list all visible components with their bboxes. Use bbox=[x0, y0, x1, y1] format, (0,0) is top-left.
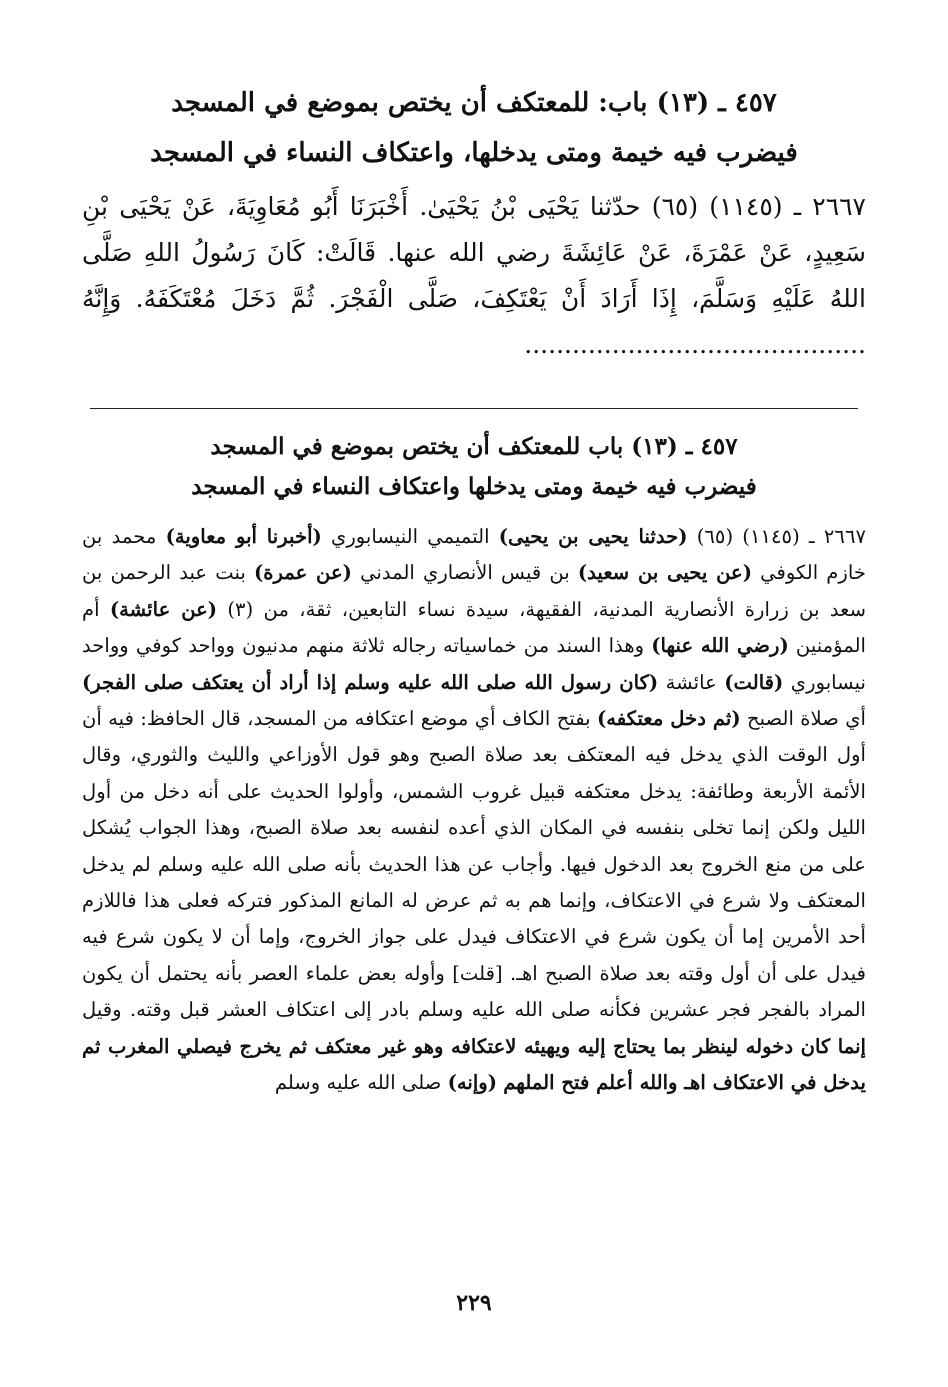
commentary-segment: بفتح الكاف أي موضع اعتكافه من المسجد، قال الحافظ: فيه أن أول الوقت الذي يدخل فيه المعتكف بعد صلاة الصبح وهو قول الأوزاعي والليث والثوري، وقال الأئمة الأربعة وطائفة: يدخل معتكفه قبيل غروب الشمس، وأولوا الحديث على أنه دخل من أول الليل ولكن إنما تخلى بنفسه في المكان الذي أعده لنفسه بعد صلاة الصبح، وهذا الجواب يُشكل على من منع الخروج بعد الدخول فيها. وأجاب عن هذا الحديث بأنه صلى الله عليه وسلم لم يدخل المعتكف ولا شرع في الاعتكاف، وإنما هم به ثم عرض له المانع المذكور فتركه فعلى هذا فاللازم أحد الأمرين إما أن يكون شرع في الاعتكاف فيدل على جواز الخروج، وإما أن لا يكون شرع فيه فيدل على أن أول وقته بعد صلاة الصبح اهـ. [قلت] وأوله بعض علماء العصر بأنه يحتمل أن يكون المراد بالفجر فجر عشرين فكأنه صلى الله عليه وسلم بادر إلى اعتكاف العشر قبل وقته. وقيل bbox=[82, 707, 866, 1022]
commentary-bold-segment: (عن يحيى بن سعيد) bbox=[577, 561, 752, 585]
page-number: ٢٢٩ bbox=[456, 1290, 492, 1316]
separator-line bbox=[90, 408, 858, 409]
commentary-text bbox=[82, 519, 866, 1102]
commentary-chapter-heading bbox=[82, 427, 866, 507]
commentary-segment: بن قيس الأنصاري المدني bbox=[351, 561, 578, 585]
commentary-segment: أم المؤمنين bbox=[82, 597, 866, 658]
hadith-heading-line-1: ٤٥٧ ـ (١٣) باب: للمعتكف أن يختص بموضع في المسجد bbox=[171, 88, 777, 118]
commentary-segment: محمد بن خازم الكوفي bbox=[82, 525, 866, 585]
commentary-segment: أي صلاة الصبح bbox=[740, 707, 867, 731]
commentary-bold-segment: (حدثنا يحيى بن يحيى) bbox=[498, 525, 688, 548]
commentary-heading-line-1: ٤٥٧ ـ (١٣) باب للمعتكف أن يختص بموضع في المسجد bbox=[210, 433, 738, 460]
commentary-bold-segment: (أخبرنا أبو معاوية) bbox=[165, 525, 322, 548]
commentary-segment: صلى الله عليه وسلم bbox=[274, 1071, 448, 1095]
book-page bbox=[82, 78, 866, 1338]
hadith-text: ٢٦٦٧ ـ (١١٤٥) (٦٥) حدّثنا يَحْيَى بْنُ يَحْيَىٰ. أَخْبَرَنَا أَبُو مُعَاوِيَةَ، عَنْ يَحْيَى بْنِ سَعِيدٍ، عَنْ عَمْرَةَ، عَنْ عَائِشَةَ رضي الله عنها. قَالَتْ: كَانَ رَسُولُ اللهِ صَلَّى اللهُ عَلَيْهِ وَسَلَّمَ، إِذَا أَرَادَ أَنْ يَعْتَكِفَ، صَلَّى الْفَجْرَ. ثُمَّ دَخَلَ مُعْتَكَفَهُ. وَإِنَّهُ ........................................... bbox=[82, 192, 866, 359]
commentary-segment: بنت عبد الرحمن بن سعد بن زرارة الأنصارية المدنية، الفقيهة، سيدة نساء التابعين، ثقة، من (٣) bbox=[82, 561, 866, 621]
commentary-segment: وهذا السند من خماسياته رجاله ثلاثة منهم مدنيون وواحد كوفي وواحد نيسابوري bbox=[82, 634, 866, 694]
commentary-segment: عائشة bbox=[658, 670, 725, 694]
commentary-bold-segment: (عن عمرة) bbox=[253, 561, 352, 585]
commentary-bold-segment: (قالت) bbox=[724, 670, 784, 694]
commentary-segment: ٢٦٦٧ ـ (١١٤٥) (٦٥) bbox=[687, 525, 866, 548]
commentary-heading-line-2: فيضرب فيه خيمة ومتى يدخلها واعتكاف النساء في المسجد bbox=[191, 473, 757, 500]
hadith-chapter-heading bbox=[82, 78, 866, 178]
commentary-bold-segment: إنما كان دخوله لينظر بما يحتاج إليه ويهيئه لاعتكافه وهو غير معتكف ثم يخرج فيصلي المغرب ثم يدخل في الاعتكاف اهـ والله أعلم فتح الملهم bbox=[82, 1034, 866, 1095]
commentary-bold-segment: (عن عائشة) bbox=[109, 597, 218, 621]
commentary-segment: التميمي النيسابوري bbox=[321, 525, 499, 548]
commentary-bold-segment: (رضي الله عنها) bbox=[651, 634, 789, 658]
commentary-bold-segment: (وإنه) bbox=[447, 1071, 498, 1095]
commentary-bold-segment: (كان رسول الله صلى الله عليه وسلم إذا أراد أن يعتكف صلى الفجر) bbox=[82, 670, 659, 694]
commentary-bold-segment: (ثم دخل معتكفه) bbox=[596, 707, 741, 731]
hadith-heading-line-2: فيضرب فيه خيمة ومتى يدخلها، واعتكاف النساء في المسجد bbox=[150, 138, 798, 168]
